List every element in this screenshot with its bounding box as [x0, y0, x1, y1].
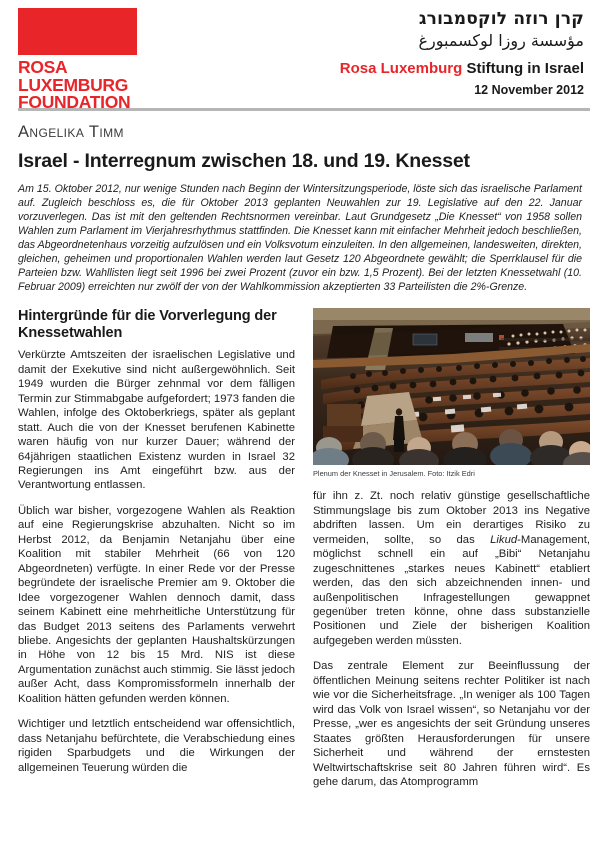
- logo-word-line-3: FOUNDATION: [18, 92, 131, 112]
- org-name-line: [168, 60, 584, 77]
- article-columns: [18, 308, 590, 789]
- article-abstract: Am 15. Oktober 2012, nur wenige Stunden nach Beginn der Wintersitzungsperiode, löste sich das israelische Parlament auf. Zugleich beschloss es, die für Oktober 2013 geplanten Neuwahlen zur 19. Legislative auf den 22. Januar vorzuverlegen. Das ist mit den geltenden Rechtsnormen vereinbar. Laut Grundgesetz „Die Knesset“ von 1958 sollen Wahlen zum Parlament im Vierjahresrhythmus stattfinden. Die Knesset kann mit einfacher Mehrheit jedoch beschließen, das Abgeordnetenhaus vorzeitig aufzulösen und ein Volksvotum einzuleiten. In den allgemeinen, landesweiten, direkten, gleichen, geheimen und proportionalen Wahlen werden laut Gesetz 120 Abgeordnete gewählt; die Sperrklausel für die Parteien bzw. Wahllisten liegt seit 1996 bei zwei Prozent (zuvor ein bzw. 1,5 Prozent). Bei der letzten Knessetwahl (10. Februar 2009) erreichten nur zwölf der von der Wahlkommission akzeptierten 33 Parteilisten die 2%-Grenze.: [18, 183, 582, 294]
- right-paragraph-2: Das zentrale Element zur Beeinflussung der öffentlichen Meinung seitens rechter Politiker ist nach wie vor die Sicherheitsfrage. „In weniger als 100 Tagen wird das Volk von Israel wissen“, so Netanjahu vor der Presse, „wer es angesichts der seit Gründung unseres Staates größten Herausforderungen für unsere Sicherheit und während der ernstesten Weltwirtschaftskrise seit 80 Jahren führen wird“. Es gehe darum, das Atomprogramm: [313, 660, 590, 788]
- publication-date: 12 November 2012: [474, 83, 584, 97]
- logo-word-line-2: LUXEMBURG: [18, 74, 129, 95]
- org-name-red: Rosa Luxemburg: [339, 60, 463, 77]
- arabic-org-name: مؤسسة روزا لوكسمبورغ: [418, 31, 584, 50]
- header-right-block: [168, 8, 586, 97]
- left-paragraph-2: Üblich war bisher, vorgezogene Wahlen als Reaktion auf eine Regierungskrise abzuhalten. Nicht so im Herbst 2012, da Benjamin Netanjahu über eine Koalition mit stabiler Mehrheit (66 von 120 Abgeordneten) verfügte. In einer Rede vor der Presse begründete der israelische Premier am 9. Oktober die Idee vorgezogener Wahlen dennoch damit, dass seinem Kabinett eine mehrheitliche Unterstützung für das Budget 2013 seitens des Parlaments verwehrt bliebe. Angesichts der geplanten Haushaltskürzungen in Höhe von 12 bis 15 Mrd. NIS ist diese Argumentation zunächst auch stimmig. Sie lässt jedoch außer Acht, dass Kompromissformeln innerhalb der Koalition hätten gefunden werden können.: [18, 504, 295, 705]
- left-paragraph-3: Wichtiger und letztlich entscheidend war offensichtlich, dass Netanjahu befürchtete, die Verabschiedung eines rigiden Sparbudgets und die Wirkungen der allgemeinen Teuerung würden die: [18, 718, 295, 774]
- left-paragraph-1: Verkürzte Amtszeiten der israelischen Legislative und damit der Exekutive sind nicht außergewöhnlich. Seit 1949 wurden die Bürger zehnmal vor dem fälligen Termin zur Stimmabgabe aufgefordert; 1973 fanden die Wahlen, infolge des Oktoberkriegs, später als geplant statt. Auch die von der Knesset berufenen Kabinette waren häufig von nur kurzer Dauer; während der 64jährigen staatlichen Existenz wurden in Israel 32 Regierungen ins Amt eingeführt bzw. aus der Verantwortung entlassen.: [18, 349, 295, 492]
- knesset-plenum-photo: [313, 308, 590, 465]
- left-column: [18, 308, 295, 789]
- logo-wordmark: [18, 59, 168, 112]
- knesset-plenum-illustration: [313, 308, 590, 465]
- right-column: [313, 308, 590, 789]
- logo-word-line-1: ROSA: [18, 57, 68, 77]
- photo-figure: [313, 308, 590, 479]
- right-paragraph-1: für ihn z. Zt. noch relativ günstige gesellschaftliche Stimmungslage bis zum Oktober 2013 ins Negative abdriften lassen. Um ein derartiges Risiko zu vermeiden, sollte, so das Likud-Management, möglichst schnell ein auf „Bibi“ Netanjahu zugeschnittenes „starkes neues Kabinett“ etabliert werden, das den sich abzeichnenden innen- und außenpolitischen Infragestellungen gewappnet gegenüber treten könne, ohne dass substanzielle Positionen und Ziele der bisherigen Koalition aufgegeben werden müssten.: [313, 490, 590, 647]
- section-heading: Hintergründe für die Vorverlegung der Knessetwahlen: [18, 308, 277, 342]
- photo-caption: Plenum der Knesset in Jerusalem. Foto: Itzik Edri: [313, 469, 475, 479]
- document-header: [14, 0, 586, 112]
- org-name-black: Stiftung in Israel: [462, 60, 584, 77]
- hebrew-org-name: קרן רוזה לוקסמבורג: [418, 9, 584, 29]
- page-title: Israel - Interregnum zwischen 18. und 19. Knesset: [18, 150, 470, 172]
- author-byline: Angelika Timm: [18, 123, 124, 141]
- rls-logo: [14, 8, 168, 112]
- logo-red-block: [18, 8, 137, 55]
